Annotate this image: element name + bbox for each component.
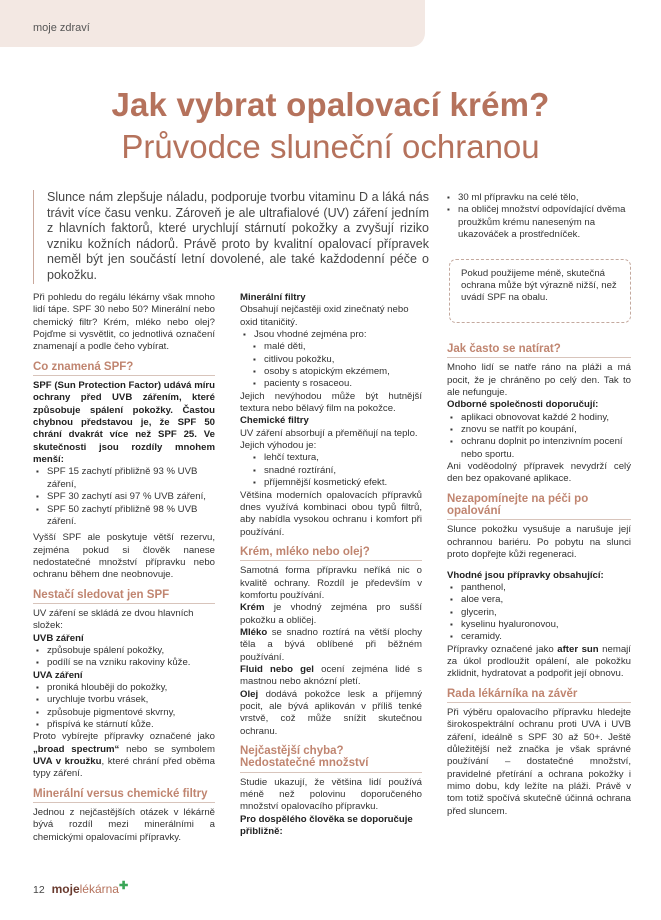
paragraph: Slunce pokožku vysušuje a narušuje její ochrannou bariéru. Po pobytu na slunci proto dopřejte kůži regeneraci. (447, 524, 631, 561)
list-item: ▪ pacienty s rosaceou. (250, 378, 422, 390)
amount-list (447, 192, 637, 241)
brand-logo: mojelékárna✚ (51, 880, 129, 896)
paragraph: Mléko se snadno roztírá na větší plochy těla a bývá oblíbené při běžném používání. (240, 626, 422, 663)
section-heading: Co znamená SPF? (33, 361, 215, 376)
subheading: Minerální filtry (240, 292, 306, 303)
list-item: ▪ přispívá ke stárnutí kůže. (33, 719, 215, 731)
paragraph: Fluid nebo gel ocení zejména lidé s mastnou nebo aknózní pletí. (240, 663, 422, 688)
uvb-list (33, 645, 215, 670)
list-item: ▪ Jsou vhodné zejména pro: (240, 329, 422, 341)
paragraph: Vyšší SPF ale poskytuje větší rezervu, zejména pokud si člověk nanese nedostatečné množství přípravku nebo ochranu během dne neobnovuje. (33, 532, 215, 581)
cf-list (240, 452, 422, 489)
list-item: ▪ osoby s atopickým ekzémem, (250, 366, 422, 378)
paragraph: Proto vybírejte přípravky označené jako „broad spectrum“ nebo se symbolem UVA v kroužku, které chrání před oběma typy záření. (33, 731, 216, 780)
mf-list (240, 329, 422, 341)
page-title: Jak vybrat opalovací krém? (111, 86, 550, 123)
plus-icon: ✚ (118, 880, 129, 892)
paragraph: Pro dospělého člověka se doporučuje přibližně: (240, 813, 413, 838)
section-heading: Jak často se natírat? (447, 343, 631, 358)
list-item: ▪ kyselinu hyaluronovou, (447, 619, 631, 631)
spf-list (33, 466, 215, 528)
page-number: 12 (33, 884, 45, 896)
section-heading: Nestačí sledovat jen SPF (33, 589, 215, 604)
section-heading: Nejčastější chyba? Nedostatečné množství (240, 745, 422, 773)
section-heading: Krém, mléko nebo olej? (240, 546, 422, 561)
list-item: ▪ 30 ml přípravku na celé tělo, (447, 192, 637, 204)
list-item: ▪ lehčí textura, (250, 452, 422, 464)
paragraph: Krém je vhodný zejména pro sušší pokožku a obličej. (240, 602, 422, 626)
paragraph: SPF (Sun Protection Factor) udává míru ochrany před UVB zářením, které způsobuje spálení pokožky. Častou chybnou představou je, že SPF 50 chrání dvakrát více než SPF 25. Ve skutečnosti jsou rozdíly mnohem menší: (33, 380, 215, 466)
page-footer (33, 879, 128, 896)
paragraph: Jednou z nejčastějších otázek v lékárně bývá rozdíl mezi minerálními a chemickými opalovacími přípravky. (33, 807, 215, 843)
list-item: ▪ malé děti, (250, 341, 422, 353)
list-item: ▪ proniká hlouběji do pokožky, (33, 682, 215, 694)
paragraph: Přípravky označené jako after sun nemají za úkol prodloužit opálení, ale pokožku zklidnit, hydratovat a podpořit její obnovu. (447, 643, 631, 680)
subheading: Odborné společnosti doporučují: (447, 399, 599, 411)
section-heading: Rada lékárníka na závěr (447, 688, 631, 703)
list-item: ▪ příjemnější kosmetický efekt. (250, 477, 422, 489)
list-item: ▪ aplikaci obnovovat každé 2 hodiny, (447, 412, 631, 424)
column-2 (240, 292, 422, 838)
paragraph: Olej dodává pokožce lesk a příjemný pocit, ale bývá aplikován v příliš tenké vrstvě, což může snížit skutečnou ochranu. (240, 688, 422, 737)
section-heading: Minerální versus chemické filtry (33, 788, 215, 803)
uva-list (33, 682, 215, 731)
list-item: ▪ způsobuje pigmentové skvrny, (33, 707, 215, 719)
paragraph: Většina moderních opalovacích přípravků dnes využívá kombinaci obou typů filtrů, aby nabídla vysokou ochranu i komfort při používání. (240, 489, 422, 538)
paragraph: UV záření se skládá ze dvou hlavních složek: (33, 607, 194, 632)
paragraph: Jejich nevýhodou může být hutnější textura nebo bělavý film na pokožce. (240, 390, 422, 415)
list-item: ▪ ceramidy. (447, 631, 631, 643)
list-item: ▪ podílí se na vzniku rakoviny kůže. (33, 657, 215, 669)
subheading: UVB záření (33, 632, 84, 644)
page-subtitle: Průvodce sluneční ochranou (121, 128, 540, 165)
column-3 (447, 343, 631, 818)
list-item: ▪ znovu se natřít po koupání, (447, 424, 631, 436)
paragraph: Samotná forma přípravku neříká nic o kvalitě ochrany. Rozdíl je především v komfortu používání. (240, 565, 422, 601)
intro-paragraph: Slunce nám zlepšuje náladu, podporuje tvorbu vitaminu D a láká nás trávit více času venku. Zároveň je ale ultrafialové (UV) záření jedním z hlavních faktorů, které urychlují stárnutí pokožky a zvyšují riziko vzniku kožních nádorů. Právě proto by kvalitní opalovací přípravek neměl být jen součástí letní dovolené, ale také každodenní péče o pokožku. (33, 190, 429, 284)
list-item: ▪ ochranu doplnit po intenzivním pocení nebo sportu. (447, 436, 631, 461)
paragraph: Při pohledu do regálu lékárny však mnoho lidí tápe. SPF 30 nebo 50? Minerální nebo chemický filtr? Krém, mléko nebo olej? Pojďme si vysvětlit, co jednotlivá označení znamenají a podle čeho vybírat. (33, 292, 215, 353)
subheading: UVA záření (33, 669, 83, 681)
paragraph: Obsahují nejčastěji oxid zinečnatý nebo oxid titaničitý. (240, 304, 409, 328)
mf-sublist (240, 341, 422, 390)
ingredient-list (447, 582, 631, 644)
paragraph: Ani voděodolný přípravek nevydrží celý den bez opakované aplikace. (447, 461, 631, 485)
list-item: ▪ SPF 15 zachytí přibližně 93 % UVB záření, (33, 466, 215, 491)
list-item: ▪ SPF 30 zachytí asi 97 % UVB záření, (33, 491, 215, 503)
list-item: ▪ panthenol, (447, 582, 631, 594)
paragraph: Mnoho lidí se natře ráno na pláži a má pocit, že je chráněno po celý den. Tak to ale nefunguje. (447, 362, 631, 399)
section-label: moje zdraví (33, 22, 90, 34)
paragraph: UV záření absorbují a přeměňují na teplo. Jejich výhodou je: (240, 427, 418, 452)
list-item: ▪ urychluje tvorbu vrásek, (33, 694, 215, 706)
list-item: ▪ aloe vera, (447, 594, 631, 606)
list-item: ▪ způsobuje spálení pokožky, (33, 645, 215, 657)
section-heading: Nezapomínejte na péči po opalování (447, 493, 631, 521)
list-item: ▪ glycerin, (447, 607, 631, 619)
rec-list (447, 412, 631, 461)
list-item: ▪ citlivou pokožku, (250, 354, 422, 366)
subheading: Vhodné jsou přípravky obsahující: (447, 569, 604, 581)
note-box: Pokud použijeme méně, skutečná ochrana může být výrazně nižší, než uvádí SPF na obalu. (449, 259, 631, 323)
paragraph: Při výběru opalovacího přípravku hledejte širokospektrální ochranu proti UVA i UVB záření, ideálně s SPF 30 až 50+. Ještě důležitější než značka je však správné používání – dostatečné množství, pravidelné přetírání a ochrana pokožky i mimo dobu, kdy ležíte na pláži. Právě v tom totiž spočívá skutečně účinná ochrana před sluncem. (447, 706, 631, 817)
paragraph: Studie ukazují, že většina lidí používá méně než polovinu doporučeného množství opalovacího přípravku. (240, 776, 422, 813)
subheading: Chemické filtry (240, 415, 309, 427)
list-item: ▪ snadné roztírání, (250, 465, 422, 477)
list-item: ▪ na obličej množství odpovídající dvěma proužkům krému naneseným na ukazováček a prostředníček. (447, 204, 637, 241)
column-1 (33, 292, 215, 844)
list-item: ▪ SPF 50 zachytí přibližně 98 % UVB záření. (33, 504, 215, 529)
section-tab (0, 0, 425, 47)
